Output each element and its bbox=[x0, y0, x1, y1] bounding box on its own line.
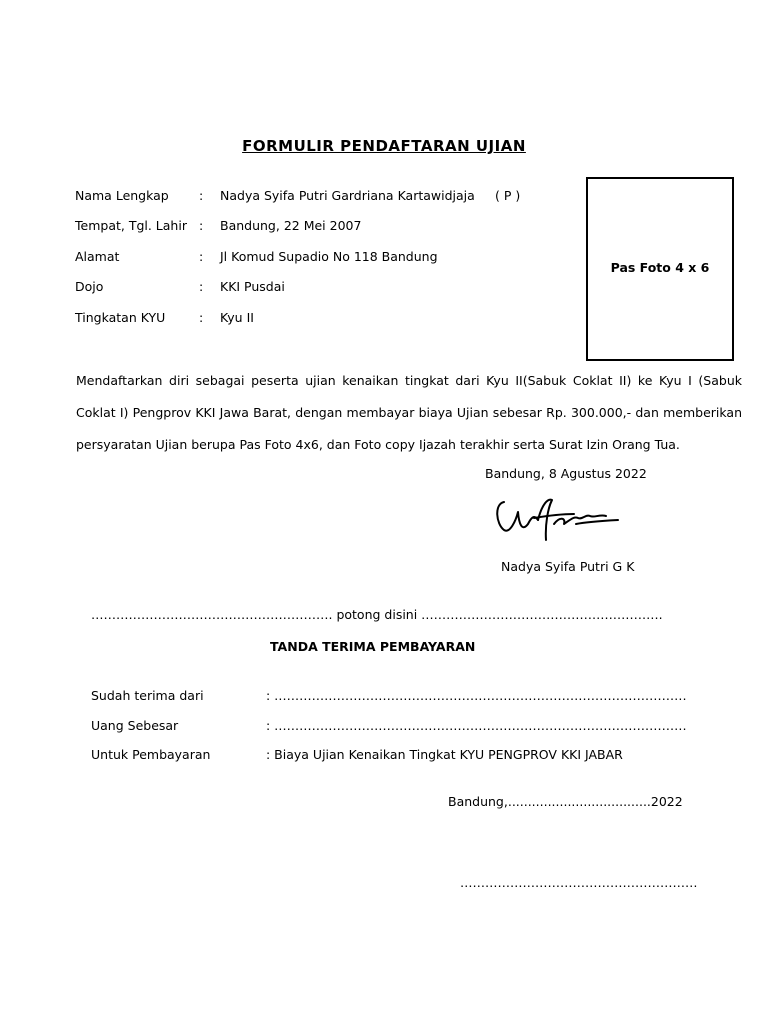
signer-name: Nadya Syifa Putri G K bbox=[501, 559, 635, 574]
field-value: Jl Komud Supadio No 118 Bandung bbox=[220, 249, 438, 264]
field-label: Alamat bbox=[75, 249, 120, 264]
photo-box-label: Pas Foto 4 x 6 bbox=[610, 259, 710, 275]
signature-image bbox=[490, 494, 620, 544]
field-colon: : bbox=[199, 218, 204, 233]
field-label: Nama Lengkap bbox=[75, 188, 169, 203]
registration-paragraph: Mendaftarkan diri sebagai peserta ujian kenaikan tingkat dari Kyu II(Sabuk Coklat II) ke Kyu I (Sabuk Coklat I) Pengprov KKI Jawa Barat, dengan membayar biaya Ujian sebesar Rp. 300.000,- dan memberikan persyaratan Ujian berupa Pas Foto 4x6, dan Foto copy Ijazah terakhir serta Surat Izin Orang Tua. bbox=[76, 373, 742, 452]
place-date: Bandung, 8 Agustus 2022 bbox=[485, 466, 647, 481]
field-value: Kyu II bbox=[220, 310, 254, 325]
field-colon: : bbox=[199, 279, 204, 294]
field-label: Dojo bbox=[75, 279, 104, 294]
receipt-value: : Biaya Ujian Kenaikan Tingkat KYU PENGPROV KKI JABAR bbox=[266, 747, 623, 762]
photo-box bbox=[586, 177, 734, 361]
receipt-value: : ……………………………………………………………………………………… bbox=[266, 688, 687, 703]
receipt-signature-line: ………………………………………………… bbox=[460, 875, 698, 890]
field-value: Nadya Syifa Putri Gardriana Kartawidjaja bbox=[220, 188, 475, 203]
field-colon: : bbox=[199, 249, 204, 264]
field-label: Tingkatan KYU bbox=[75, 310, 166, 325]
receipt-label: Untuk Pembayaran bbox=[91, 747, 211, 762]
receipt-label: Uang Sebesar bbox=[91, 718, 179, 733]
receipt-place-date: Bandung,....................................2022 bbox=[448, 794, 683, 809]
field-label: Tempat, Tgl. Lahir bbox=[75, 218, 187, 233]
field-colon: : bbox=[199, 310, 204, 325]
field-value: Bandung, 22 Mei 2007 bbox=[220, 218, 362, 233]
cut-line: …………………………………………………. potong disini …………………………………………………. bbox=[91, 607, 663, 622]
gender-marker: ( P ) bbox=[495, 188, 521, 203]
receipt-value: : ……………………………………………………………………………………… bbox=[266, 718, 687, 733]
field-value: KKI Pusdai bbox=[220, 279, 285, 294]
receipt-title: TANDA TERIMA PEMBAYARAN bbox=[270, 639, 476, 654]
receipt-label: Sudah terima dari bbox=[91, 688, 204, 703]
form-title: FORMULIR PENDAFTARAN UJIAN bbox=[242, 137, 526, 155]
field-colon: : bbox=[199, 188, 204, 203]
